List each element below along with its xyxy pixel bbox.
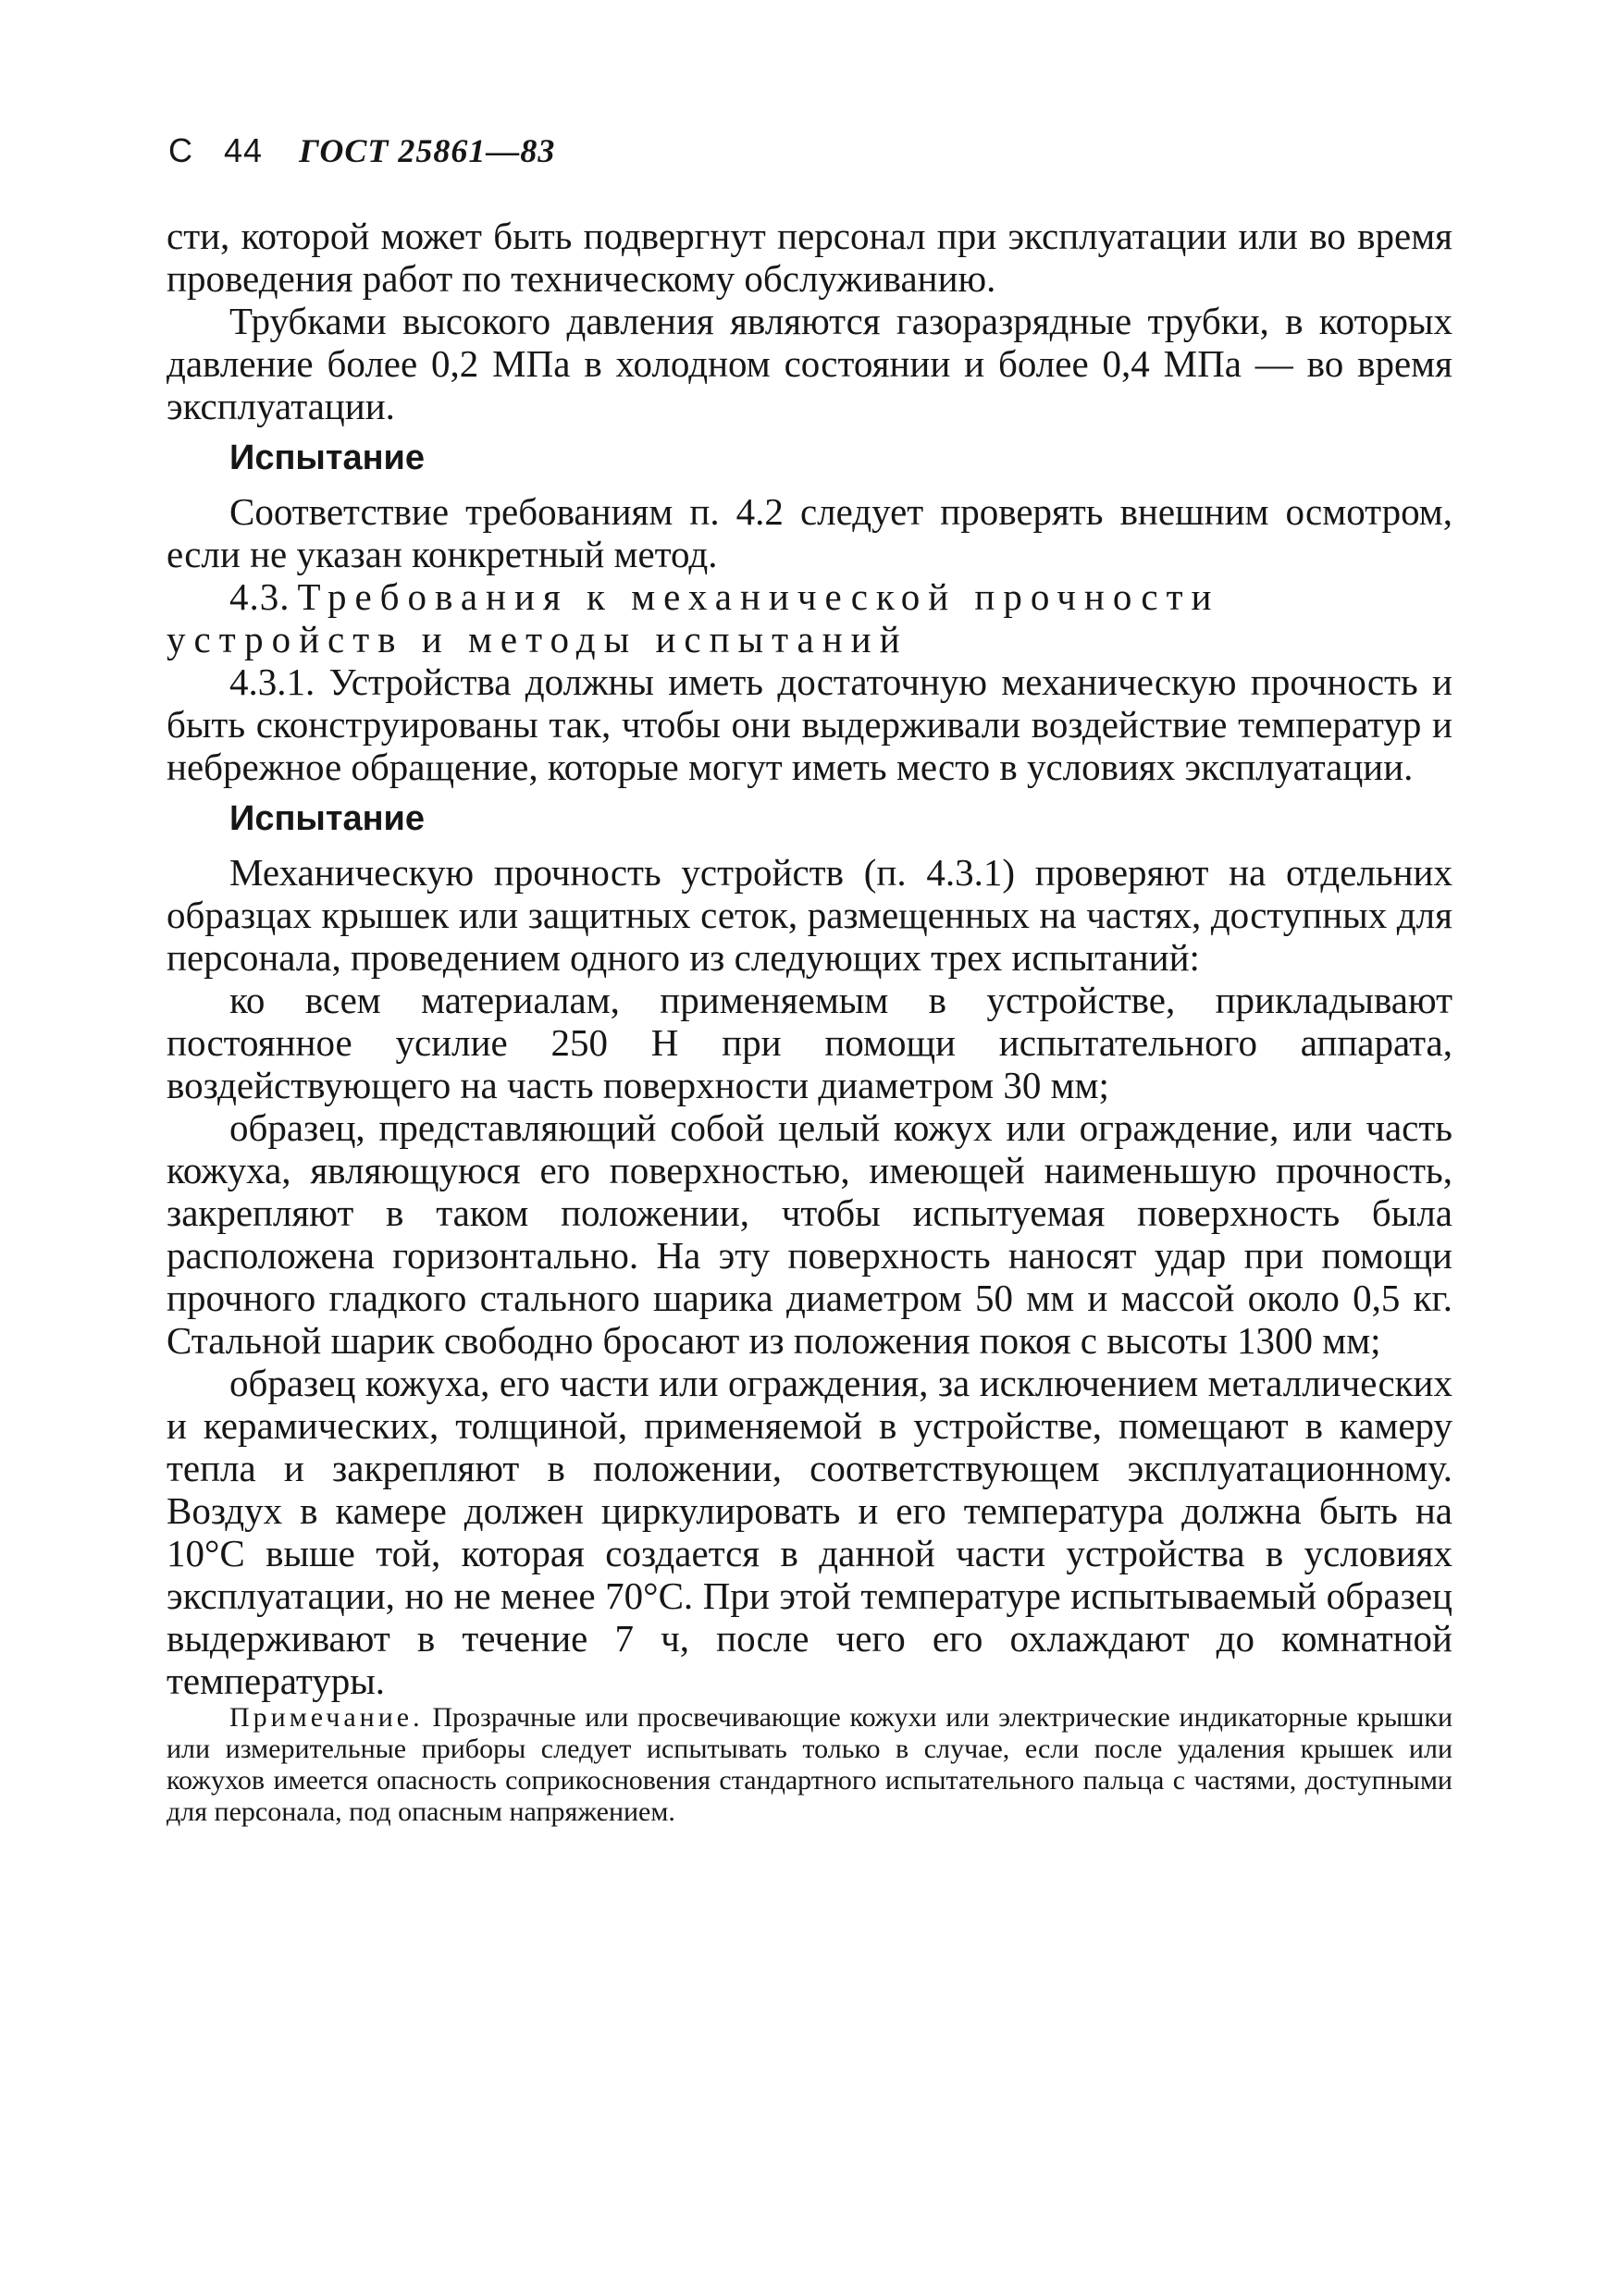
paragraph-test-force: ко всем материалам, применяемым в устройстве, прикладывают постоянное усилие 250 Н при помощи испытательного аппарата, воздействующего на часть поверхности диаметром 30 мм; — [167, 979, 1452, 1106]
note-label: Примечание. — [229, 1702, 424, 1733]
paragraph-test-impact: образец, представляющий собой целый кожух или ограждение, или часть кожуха, являющуюся его поверхностью, имеющей наименьшую прочность, закрепляют в таком положении, чтобы испытуемая поверхность была расположена горизонтально. На эту поверхность наносят удар при помощи прочного гладкого стального шарика диаметром 50 мм и массой около 0,5 кг. Стальной шарик свободно бросают из положения покоя с высоты 1300 мм; — [167, 1106, 1452, 1362]
page-prefix: С — [168, 131, 193, 169]
page-body — [167, 215, 1452, 1828]
page-header — [168, 131, 555, 170]
section-heading-test-1: Испытание — [229, 438, 426, 477]
section-heading-test-2: Испытание — [229, 799, 426, 838]
clause-4-3-title: Требования к механической прочности устройств и методы испытаний — [167, 575, 1220, 660]
paragraph-4-3-1: 4.3.1. Устройства должны иметь достаточную механическую прочность и быть сконструированы так, чтобы они выдерживали воздействие температур и небрежное обращение, которые могут иметь место в условиях эксплуатации. — [167, 660, 1452, 788]
clause-4-3-heading — [167, 575, 1452, 660]
paragraph-test-heat: образец кожуха, его части или ограждения, за исключением металлических и керамических, толщиной, применяемой в устройстве, помещают в камеру тепла и закрепляют в положении, соответствующем эксплуатационному. Воздух в камере должен циркулировать и его температура должна быть на 10°С выше той, которая создается в данной части устройства в условиях эксплуатации, но не менее 70°С. При этой температуре испытываемый образец выдерживают в течение 7 ч, после чего его охлаждают до комнатной температуры. — [167, 1362, 1452, 1702]
clause-4-3-number: 4.3. — [229, 575, 290, 618]
paragraph-high-pressure-tubes: Трубками высокого давления являются газоразрядные трубки, в которых давление более 0,2 МПа в холодном состоянии и более 0,4 МПа — во время эксплуатации. — [167, 300, 1452, 427]
paragraph-compliance: Соответствие требованиям п. 4.2 следует проверять внешним осмотром, если не указан конкретный метод. — [167, 490, 1452, 575]
paragraph-continuation: сти, которой может быть подвергнут персонал при эксплуатации или во время проведения работ по техническому обслуживанию. — [167, 215, 1452, 300]
paragraph-mechanical-strength: Механическую прочность устройств (п. 4.3.1) проверяют на отдельних образцах крышек или защитных сеток, размещенных на частях, доступных для персонала, проведением одного из следующих трех испытаний: — [167, 851, 1452, 979]
note-text: Прозрачные или просвечивающие кожухи или электрические индикаторные крышки или измерительные приборы следует испытывать только в случае, если после удаления крышек или кожухов имеется опасность соприкосновения стандартного испытательного пальца с частями, доступными для персонала, под опасным напряжением. — [167, 1702, 1453, 1827]
note — [167, 1702, 1452, 1828]
standard-designation: ГОСТ 25861—83 — [299, 132, 556, 169]
page-number: 44 — [224, 131, 264, 169]
